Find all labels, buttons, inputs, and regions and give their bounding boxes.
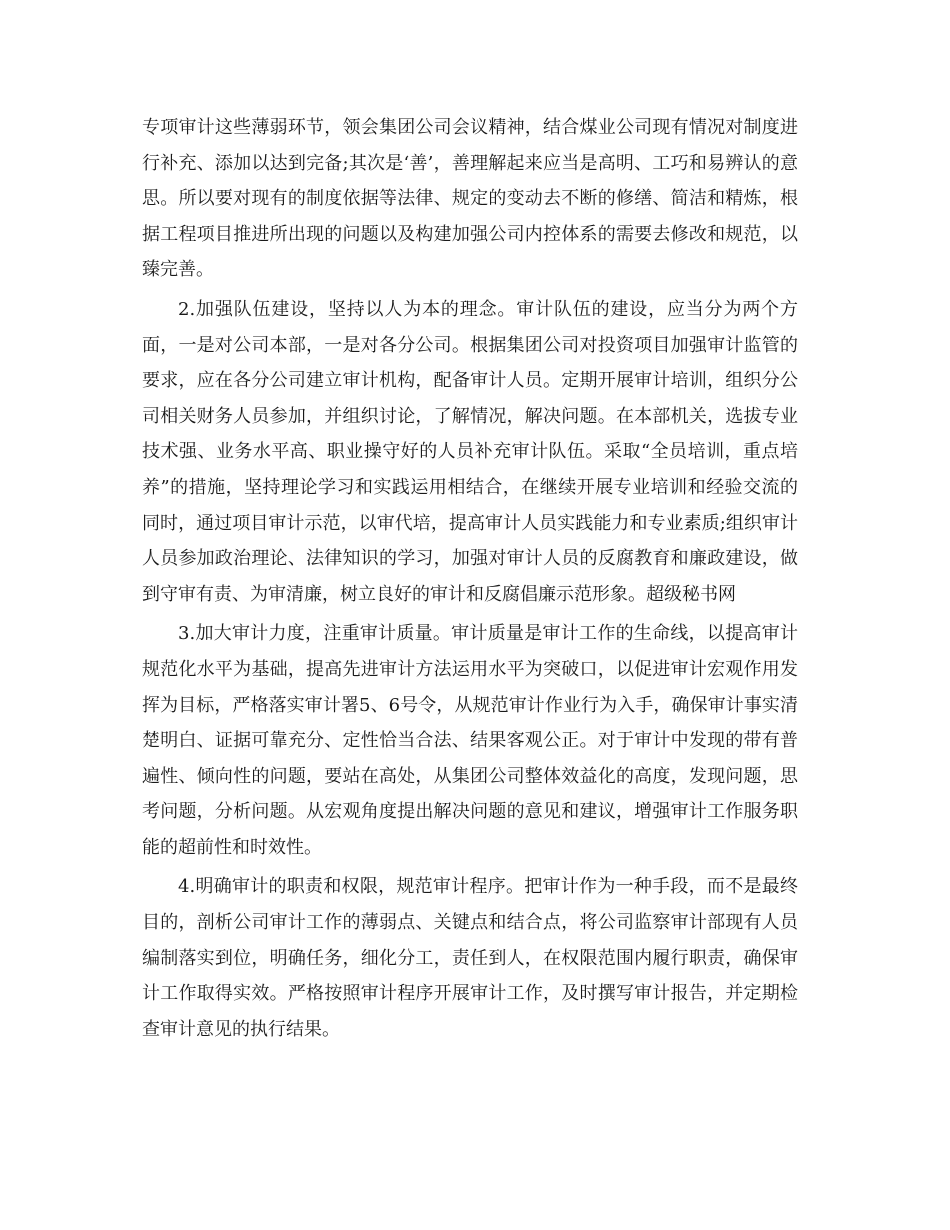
paragraph-3: 3.加大审计力度，注重审计质量。审计质量是审计工作的生命线，以提高审计规范化水平为基础，提高先进审计方法运用水平为突破口，以促进审计宏观作用发挥为目标，严格落实审计署5、6号令，从规范审计作业行为入手，确保审计事实清楚明白、证据可靠充分、定性恰当合法、结果客观公正。对于审计中发现的带有普遍性、倾向性的问题，要站在高处，从集团公司整体效益化的高度，发现问题，思考问题，分析问题。从宏观角度提出解决问题的意见和建议，增强审计工作服务职能的超前性和时效性。: [142, 623, 798, 858]
paragraph-4: 4.明确审计的职责和权限，规范审计程序。把审计作为一种手段，而不是最终目的，剖析公司审计工作的薄弱点、关键点和结合点，将公司监察审计部现有人员编制落实到位，明确任务，细化分工，责任到人，在权限范围内履行职责，确保审计工作取得实效。严格按照审计程序开展审计工作，及时撰写审计报告，并定期检查审计意见的执行结果。: [142, 876, 798, 1040]
paragraph-1: 专项审计这些薄弱环节，领会集团公司会议精神，结合煤业公司现有情况对制度进行补充、添加以达到完备;其次是‘善’，善理解起来应当是高明、工巧和易辨认的意思。所以要对现有的制度依据等法律、规定的变动去不断的修缮、简洁和精炼，根据工程项目推进所出现的问题以及构建加强公司内控体系的需要去修改和规范，以臻完善。: [142, 117, 798, 281]
document-body: [142, 110, 798, 1051]
paragraph-2: 2.加强队伍建设，坚持以人为本的理念。审计队伍的建设，应当分为两个方面，一是对公司本部，一是对各分公司。根据集团公司对投资项目加强审计监管的要求，应在各分公司建立审计机构，配备审计人员。定期开展审计培训，组织分公司相关财务人员参加，并组织讨论，了解情况，解决问题。在本部机关，选拔专业技术强、业务水平高、职业操守好的人员补充审计队伍。采取“全员培训，重点培养”的措施，坚持理论学习和实践运用相结合，在继续开展专业培训和经验交流的同时，通过项目审计示范，以审代培，提高审计人员实践能力和专业素质;组织审计人员参加政治理论、法律知识的学习，加强对审计人员的反腐教育和廉政建设，做到守审有责、为审清廉，树立良好的审计和反腐倡廉示范形象。超级秘书网: [142, 298, 798, 605]
